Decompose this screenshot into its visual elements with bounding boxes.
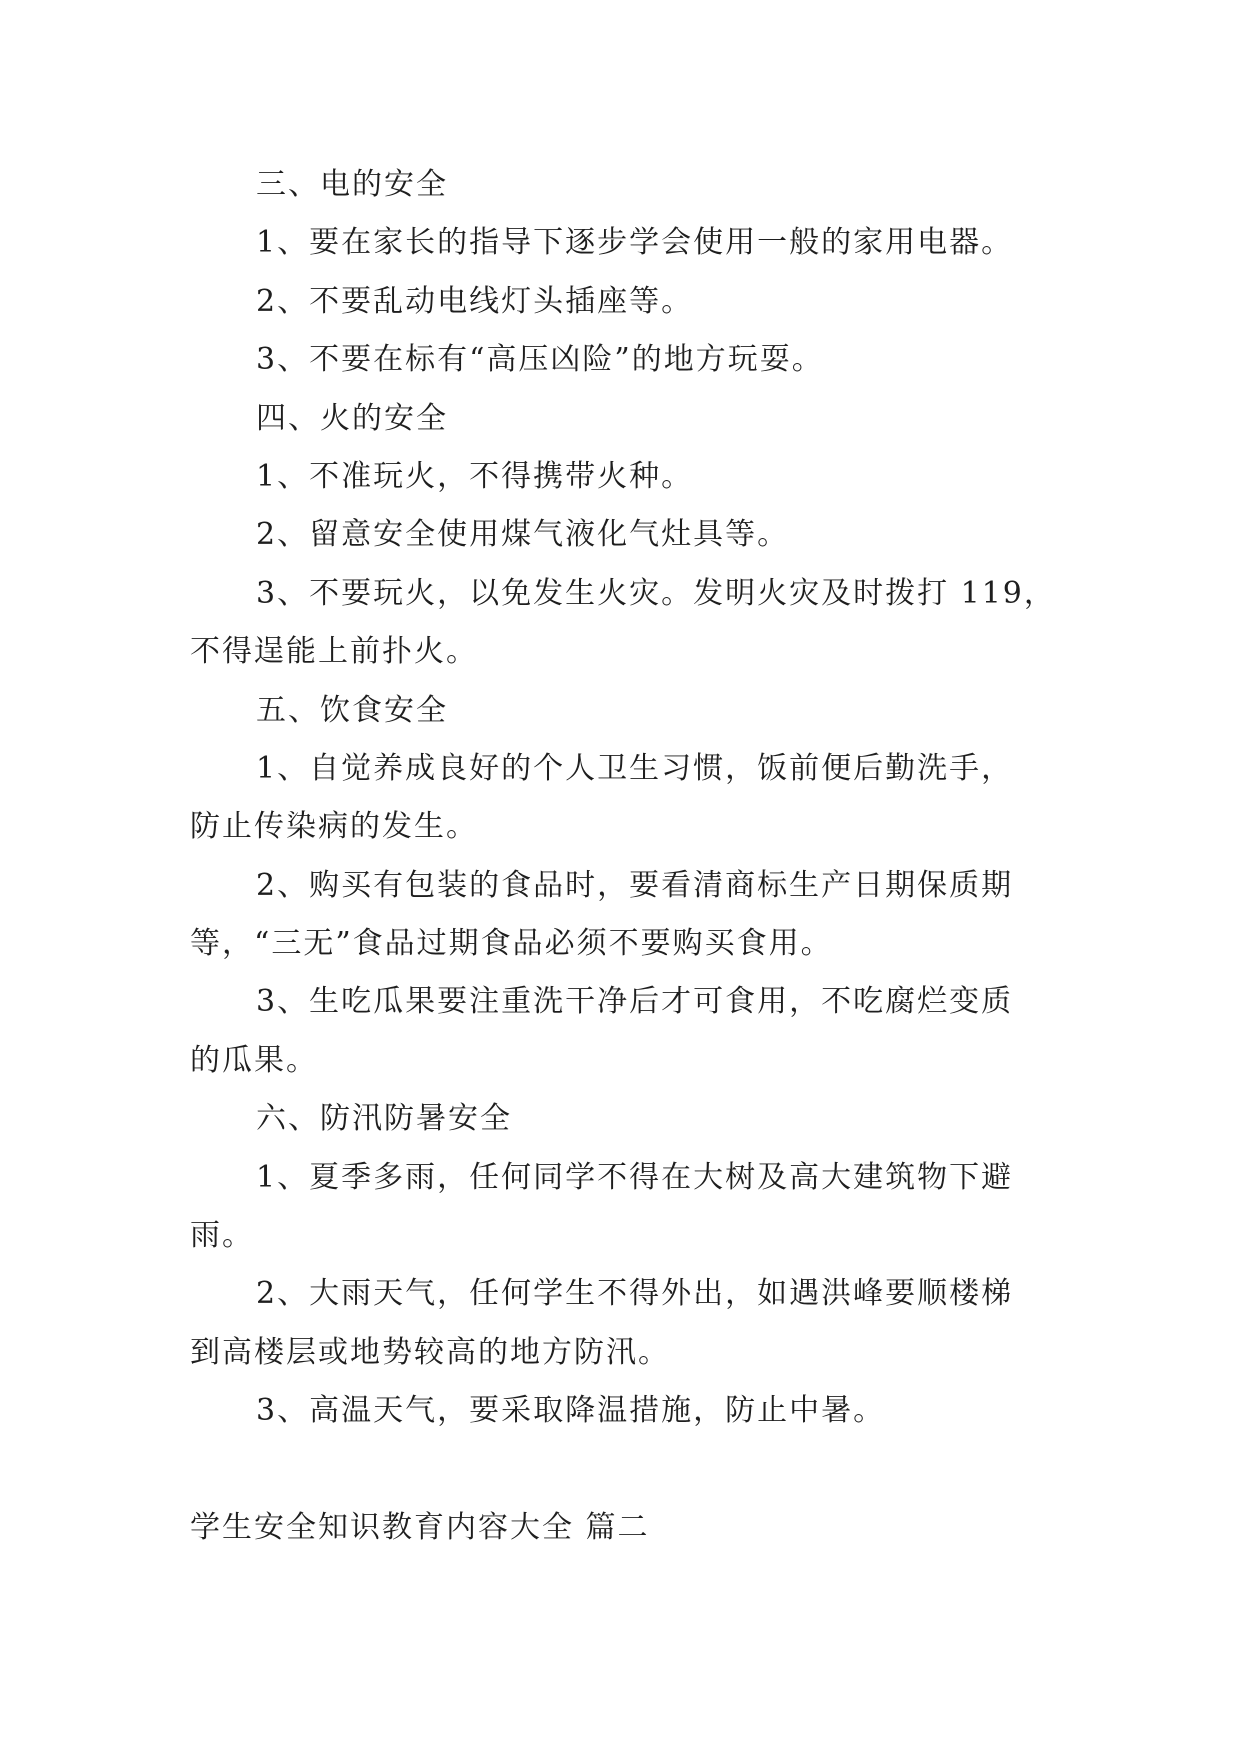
list-item: 3、高温天气，要采取降温措施，防止中暑。 xyxy=(256,1393,886,1429)
section-heading: 三、电的安全 xyxy=(256,167,448,202)
list-item: 3、不要在标有“高压凶险”的地方玩耍。 xyxy=(256,342,824,378)
list-item-continuation: 雨。 xyxy=(190,1218,254,1254)
list-item-continuation: 等，“三无”食品过期食品必须不要购买食用。 xyxy=(190,926,833,962)
section-flood-heat-safety xyxy=(190,1090,1241,1440)
list-item: 1、夏季多雨，任何同学不得在大树及高大建筑物下避 xyxy=(256,1159,1014,1195)
list-item: 1、自觉养成良好的个人卫生习惯，饭前便后勤洗手， xyxy=(256,750,1014,786)
blank-line xyxy=(190,1441,1241,1499)
next-article-heading: 学生安全知识教育内容大全 篇二 xyxy=(190,1509,650,1545)
list-item: 3、生吃瓜果要注重洗干净后才可食用，不吃腐烂变质 xyxy=(256,984,1014,1020)
list-item-continuation: 的瓜果。 xyxy=(190,1042,318,1078)
section-fire-safety xyxy=(190,390,1241,682)
list-item-continuation: 防止传染病的发生。 xyxy=(190,809,478,845)
list-item: 2、购买有包装的食品时，要看清商标生产日期保质期 xyxy=(256,867,1014,903)
section-food-safety xyxy=(190,682,1241,1091)
section-heading: 五、饮食安全 xyxy=(256,692,448,728)
list-item: 1、要在家长的指导下逐步学会使用一般的家用电器。 xyxy=(256,225,1014,261)
section-heading: 四、火的安全 xyxy=(256,400,448,436)
list-item: 2、不要乱动电线灯头插座等。 xyxy=(256,283,694,319)
section-heading: 六、防汛防暑安全 xyxy=(256,1101,512,1137)
section-electric-safety xyxy=(190,156,1241,390)
list-item: 2、留意安全使用煤气液化气灶具等。 xyxy=(256,517,790,553)
list-item: 2、大雨天气，任何学生不得外出，如遇洪峰要顺楼梯 xyxy=(256,1276,1014,1312)
list-item-continuation: 不得逞能上前扑火。 xyxy=(190,634,478,670)
list-item: 3、不要玩火，以免发生火灾。发明火灾及时拨打 119， xyxy=(256,575,1056,611)
list-item: 1、不准玩火，不得携带火种。 xyxy=(256,458,694,494)
list-item-continuation: 到高楼层或地势较高的地方防汛。 xyxy=(190,1334,670,1370)
